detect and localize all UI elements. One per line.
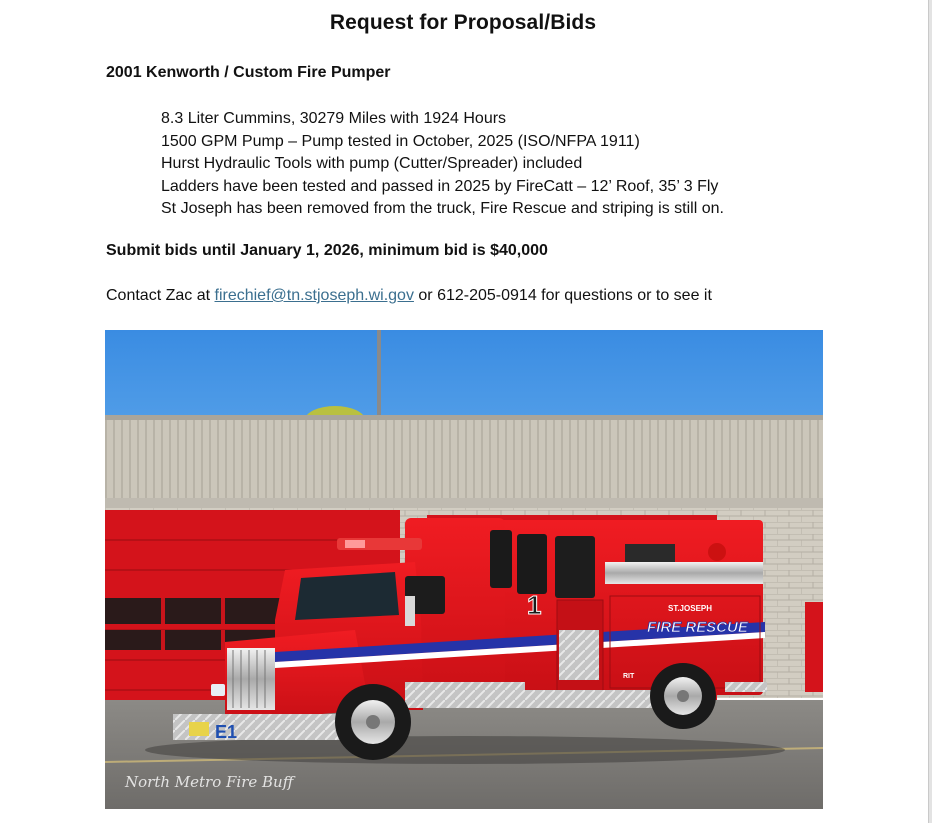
- pump-panel: [559, 630, 599, 680]
- running-board: [405, 682, 525, 708]
- email-link[interactable]: firechief@tn.stjoseph.wi.gov: [214, 287, 414, 304]
- spec-ladders: Ladders have been tested and passed in 2025 by FireCatt – 12’ Roof, 35’ 3 Fly: [161, 177, 719, 195]
- truck-lettering: FIRE RESCUE: [647, 619, 748, 636]
- spec-markings: St Joseph has been removed from the truck, Fire Rescue and striping is still on.: [161, 200, 724, 217]
- grille: [227, 648, 275, 710]
- truck-shadow: [145, 736, 785, 764]
- cab-window: [517, 534, 547, 594]
- spec-pump: 1500 GPM Pump – Pump tested in October, 2025 (ISO/NFPA 1911): [161, 132, 640, 150]
- compartment-label: RIT: [623, 673, 635, 680]
- windshield: [295, 572, 399, 620]
- truck-lettering-top: ST.JOSEPH: [668, 604, 713, 613]
- headlight: [211, 684, 225, 696]
- fire-truck-photo: [105, 330, 823, 809]
- fire-truck-image: [105, 330, 823, 809]
- contact-suffix: or 612-205-0914 for questions or to see it: [413, 287, 712, 304]
- photo-watermark: North Metro Fire Buff: [125, 773, 294, 791]
- unit-number: E1: [215, 722, 238, 742]
- front-wheel: [335, 684, 411, 760]
- spec-engine: 8.3 Liter Cummins, 30279 Miles with 1924 Hours: [161, 110, 507, 127]
- garage-door-right: [805, 602, 823, 692]
- rear-wheel: [650, 663, 716, 729]
- document-title: Request for Proposal/Bids: [329, 11, 597, 34]
- bid-deadline: Submit bids until January 1, 2026, minimum bid is $40,000: [106, 242, 548, 259]
- spec-list: [161, 108, 724, 221]
- cab-number: 1: [527, 590, 542, 620]
- vehicle-heading: 2001 Kenworth / Custom Fire Pumper: [106, 64, 391, 81]
- contact-line: [106, 287, 712, 305]
- antenna-pole: [377, 330, 381, 425]
- contact-prefix: Contact Zac at: [106, 287, 215, 304]
- spec-tools: Hurst Hydraulic Tools with pump (Cutter/Spreader) included: [161, 155, 583, 172]
